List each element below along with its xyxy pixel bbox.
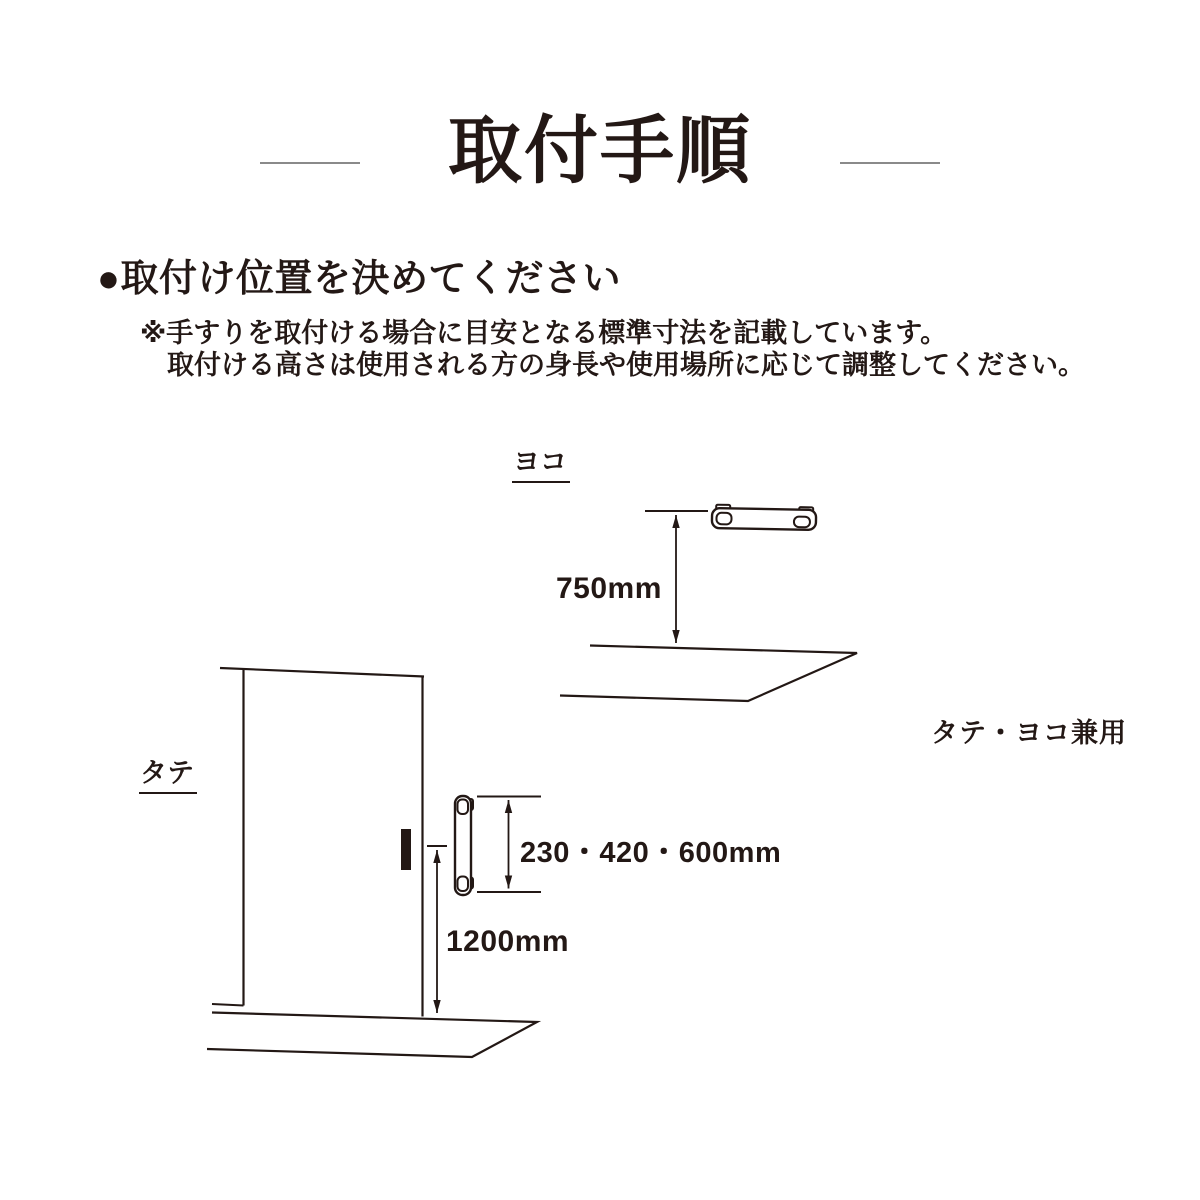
yoko-floor — [560, 646, 857, 702]
tate-door — [212, 668, 424, 1017]
yoko-handrail — [712, 505, 816, 530]
caption-tate-yoko-combined: タテ・ヨコ兼用 — [931, 718, 1127, 748]
tate-handrail — [455, 796, 473, 895]
note-line-2: 取付ける高さは使用される方の身長や使用場所に応じて調整してください。 — [167, 349, 1085, 380]
tate-floor — [207, 1013, 537, 1058]
yoko-handrail-right-slot — [794, 517, 810, 528]
tate-handrail-top-slot — [458, 800, 469, 815]
label-tate: タテ — [139, 759, 197, 794]
yoko-handrail-left-slot — [716, 513, 731, 525]
tate-diagram — [207, 668, 541, 1057]
dimension-rail-lengths: 230・420・600mm — [520, 837, 782, 869]
note-line-1: ※手すりを取付ける場合に目安となる標準寸法を記載しています。 — [140, 318, 948, 348]
label-yoko: ヨコ — [512, 448, 570, 483]
dimension-750mm: 750mm — [556, 572, 662, 605]
section-heading: ●取付け位置を決めてください — [97, 258, 621, 300]
tate-handrail-bottom-slot — [458, 877, 469, 892]
wall-base-line — [212, 1004, 244, 1006]
dimension-1200mm: 1200mm — [446, 925, 570, 958]
door-top-edge — [220, 668, 424, 677]
door-handle — [401, 829, 411, 870]
page-title: 取付手順 — [448, 109, 752, 192]
